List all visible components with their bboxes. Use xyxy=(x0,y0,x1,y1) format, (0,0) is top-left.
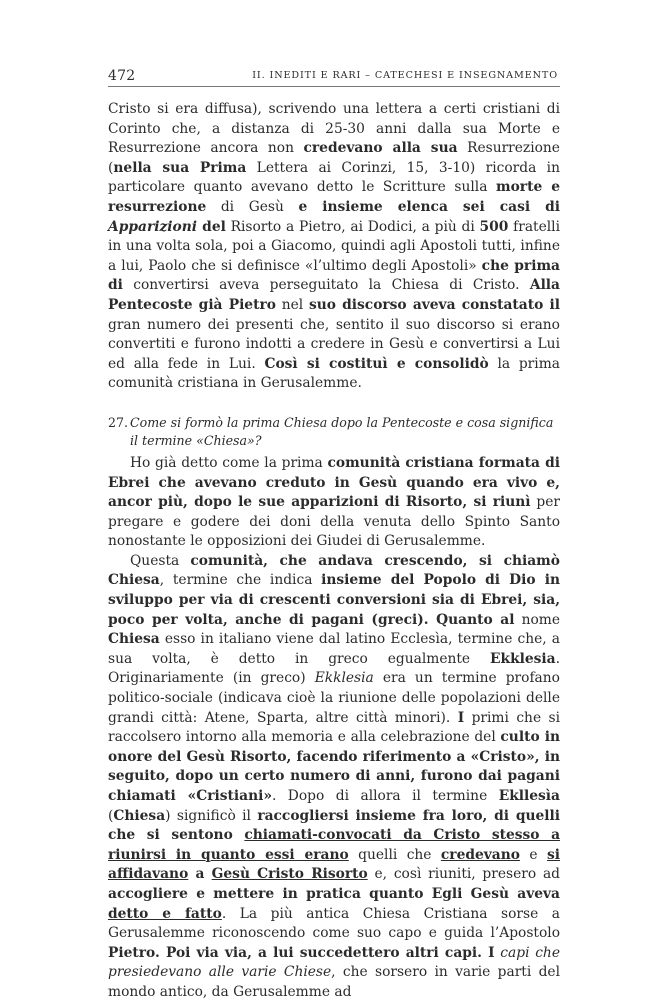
bold-run: insieme del Popolo di Dio in sviluppo per via di crescenti conversioni sia di Ebrei, sia, poco per volta, anche di pagani (greci). Quanto al xyxy=(108,572,560,628)
text-run: Ho già detto come la prima xyxy=(130,454,328,471)
bold-run: comunità, che andava crescendo, si chiamò Chiesa xyxy=(108,552,560,589)
bold-underlined-run: detto e fatto xyxy=(108,905,222,922)
bold-run: Chiesa xyxy=(108,631,160,648)
italic-run: Ekklesia xyxy=(314,670,374,687)
text-run: . Dopo di allora il termine xyxy=(271,788,499,804)
page-header xyxy=(108,68,560,87)
text-run: gran numero dei presenti che, sentito il suo discorso si erano convertiti e furono indotti a credere in Gesù e convertirsi a Lui ed alla fede in Lui. xyxy=(108,316,560,372)
bold-run: raccogliersi insieme fra loro, di quelli che si sentono xyxy=(108,807,560,844)
text-run: convertirsi aveva perseguitato la Chiesa di Cristo. xyxy=(122,277,530,294)
page-number: 472 xyxy=(108,68,136,84)
text-run: Questa xyxy=(130,552,191,569)
text-run: per pregare e godere dei doni della venuta dello Spinto Santo nonostante le opposizioni dei Giudei di Gerusalemme. xyxy=(108,494,561,550)
page-body xyxy=(108,100,560,1003)
paragraph-2 xyxy=(108,454,560,552)
bold-run: Ekklesia xyxy=(490,650,556,667)
running-title: II. INEDITI E RARI – CATECHESI E INSEGNAMENTO xyxy=(252,70,558,81)
text-run: fratelli in una volta sola, poi a Giacomo, quindi agli Apostoli tutti, infine a lui, Paolo che si definisce «l’ultimo degli Apostoli» xyxy=(108,218,560,274)
text-run: Resurrezione ( xyxy=(108,140,560,176)
text-run: primi che si raccolsero intorno alla memoria e alla celebrazione del xyxy=(108,709,561,746)
text-run: ( xyxy=(108,807,114,824)
text-run: Lettera ai Corinzi, 15, 3-10) ricorda in particolare quanto avevano detto le Scritture sulla xyxy=(108,159,560,196)
text-run: Cristo si era diffusa), scrivendo una lettera a certi cristiani di Corinto che, a distanza di 25-30 anni dalla sua Morte e Resurrezione ancora non xyxy=(108,101,560,157)
bold-run: comunità cristiana formata di Ebrei che avevano creduto in Gesù quando era vivo e, ancor più, dopo le sue apparizioni di Risorto, si riunì xyxy=(108,454,560,511)
italic-run: capi che presiedevano alle varie Chiese xyxy=(108,944,560,981)
text-run: . La più antica Chiesa Cristiana sorse a Gerusalemme riconoscendo come suo capo e guida l’Apostolo xyxy=(108,905,560,942)
text-run: e xyxy=(519,846,547,863)
bold-run: e insieme elenca sei casi di xyxy=(298,198,560,215)
question-heading xyxy=(108,414,560,450)
text-run: era un termine profano politico-sociale (indicava cioè la riunione delle popolazioni delle grandi città: Atene, Sparta, altre città minori). xyxy=(108,670,560,726)
question-number: 27. xyxy=(108,414,129,430)
question-text: Come si formò la prima Chiesa dopo la Pentecoste e cosa significa il termine «Chiesa»? xyxy=(130,414,554,448)
text-run: , termine che indica xyxy=(159,572,322,589)
text-run: di Gesù xyxy=(206,198,299,215)
paragraph-1 xyxy=(108,100,560,394)
text-run: esso in italiano viene dal latino Ecclesìa, termine che, a sua volta, è detto in greco egualmente xyxy=(108,631,560,667)
bold-underlined-run: Gesù Cristo Risorto xyxy=(211,866,368,883)
bold-run: nella sua Prima xyxy=(113,159,247,176)
paragraph-3 xyxy=(108,552,560,1003)
bold-run: Alla Pentecoste già Pietro xyxy=(108,277,560,313)
text-run: nel xyxy=(275,296,309,313)
text-run: nome xyxy=(514,611,561,628)
text-run: e, così riuniti, presero ad xyxy=(367,866,561,883)
bold-run: del xyxy=(197,218,226,235)
text-run: ) significò il xyxy=(165,807,258,824)
bold-underlined-run: si affidavano xyxy=(108,846,561,883)
text-run: quelli che xyxy=(348,846,441,863)
bold-run: morte e resurrezione xyxy=(108,179,560,215)
bold-run: Così si costituì e consolidò xyxy=(264,355,489,372)
text-run: . Originariamente (in greco) xyxy=(108,650,560,687)
bold-run: Chiesa xyxy=(113,807,166,824)
text-run: Risorto a Pietro, ai Dodici, a più di xyxy=(225,218,480,235)
bold-underlined-run: chiamati-convocati da Cristo stesso a riunirsi in quanto essi erano xyxy=(108,827,561,863)
bold-run: che prima di xyxy=(108,257,560,294)
bold-underlined-run: credevano xyxy=(440,846,520,863)
bold-run: Ekllesìa xyxy=(498,788,560,804)
bold-run: a xyxy=(188,866,212,883)
bold-run: 500 xyxy=(479,218,509,235)
bold-run: suo discorso aveva constatato il xyxy=(308,296,560,313)
bold-run: accogliere e mettere in pratica quanto Egli Gesù aveva xyxy=(108,885,560,902)
bold-run: culto in onore del Gesù Risorto, facendo riferimento a «Cristo», in seguito, dopo un certo numero di anni, furono dai pagani chiamati «Cristiani» xyxy=(108,729,560,804)
bold-run: I xyxy=(457,709,465,726)
bold-run: Pietro. Poi via via, a lui succedettero altri capi. I xyxy=(108,944,495,961)
text-run: la prima comunità cristiana in Gerusalemme. xyxy=(108,355,560,392)
bold-italic-run: Apparizioni xyxy=(108,218,197,235)
text-run: , che sorsero in varie parti del mondo antico, da Gerusalemme ad xyxy=(108,964,560,1000)
bold-run: credevano alla sua xyxy=(303,140,458,157)
